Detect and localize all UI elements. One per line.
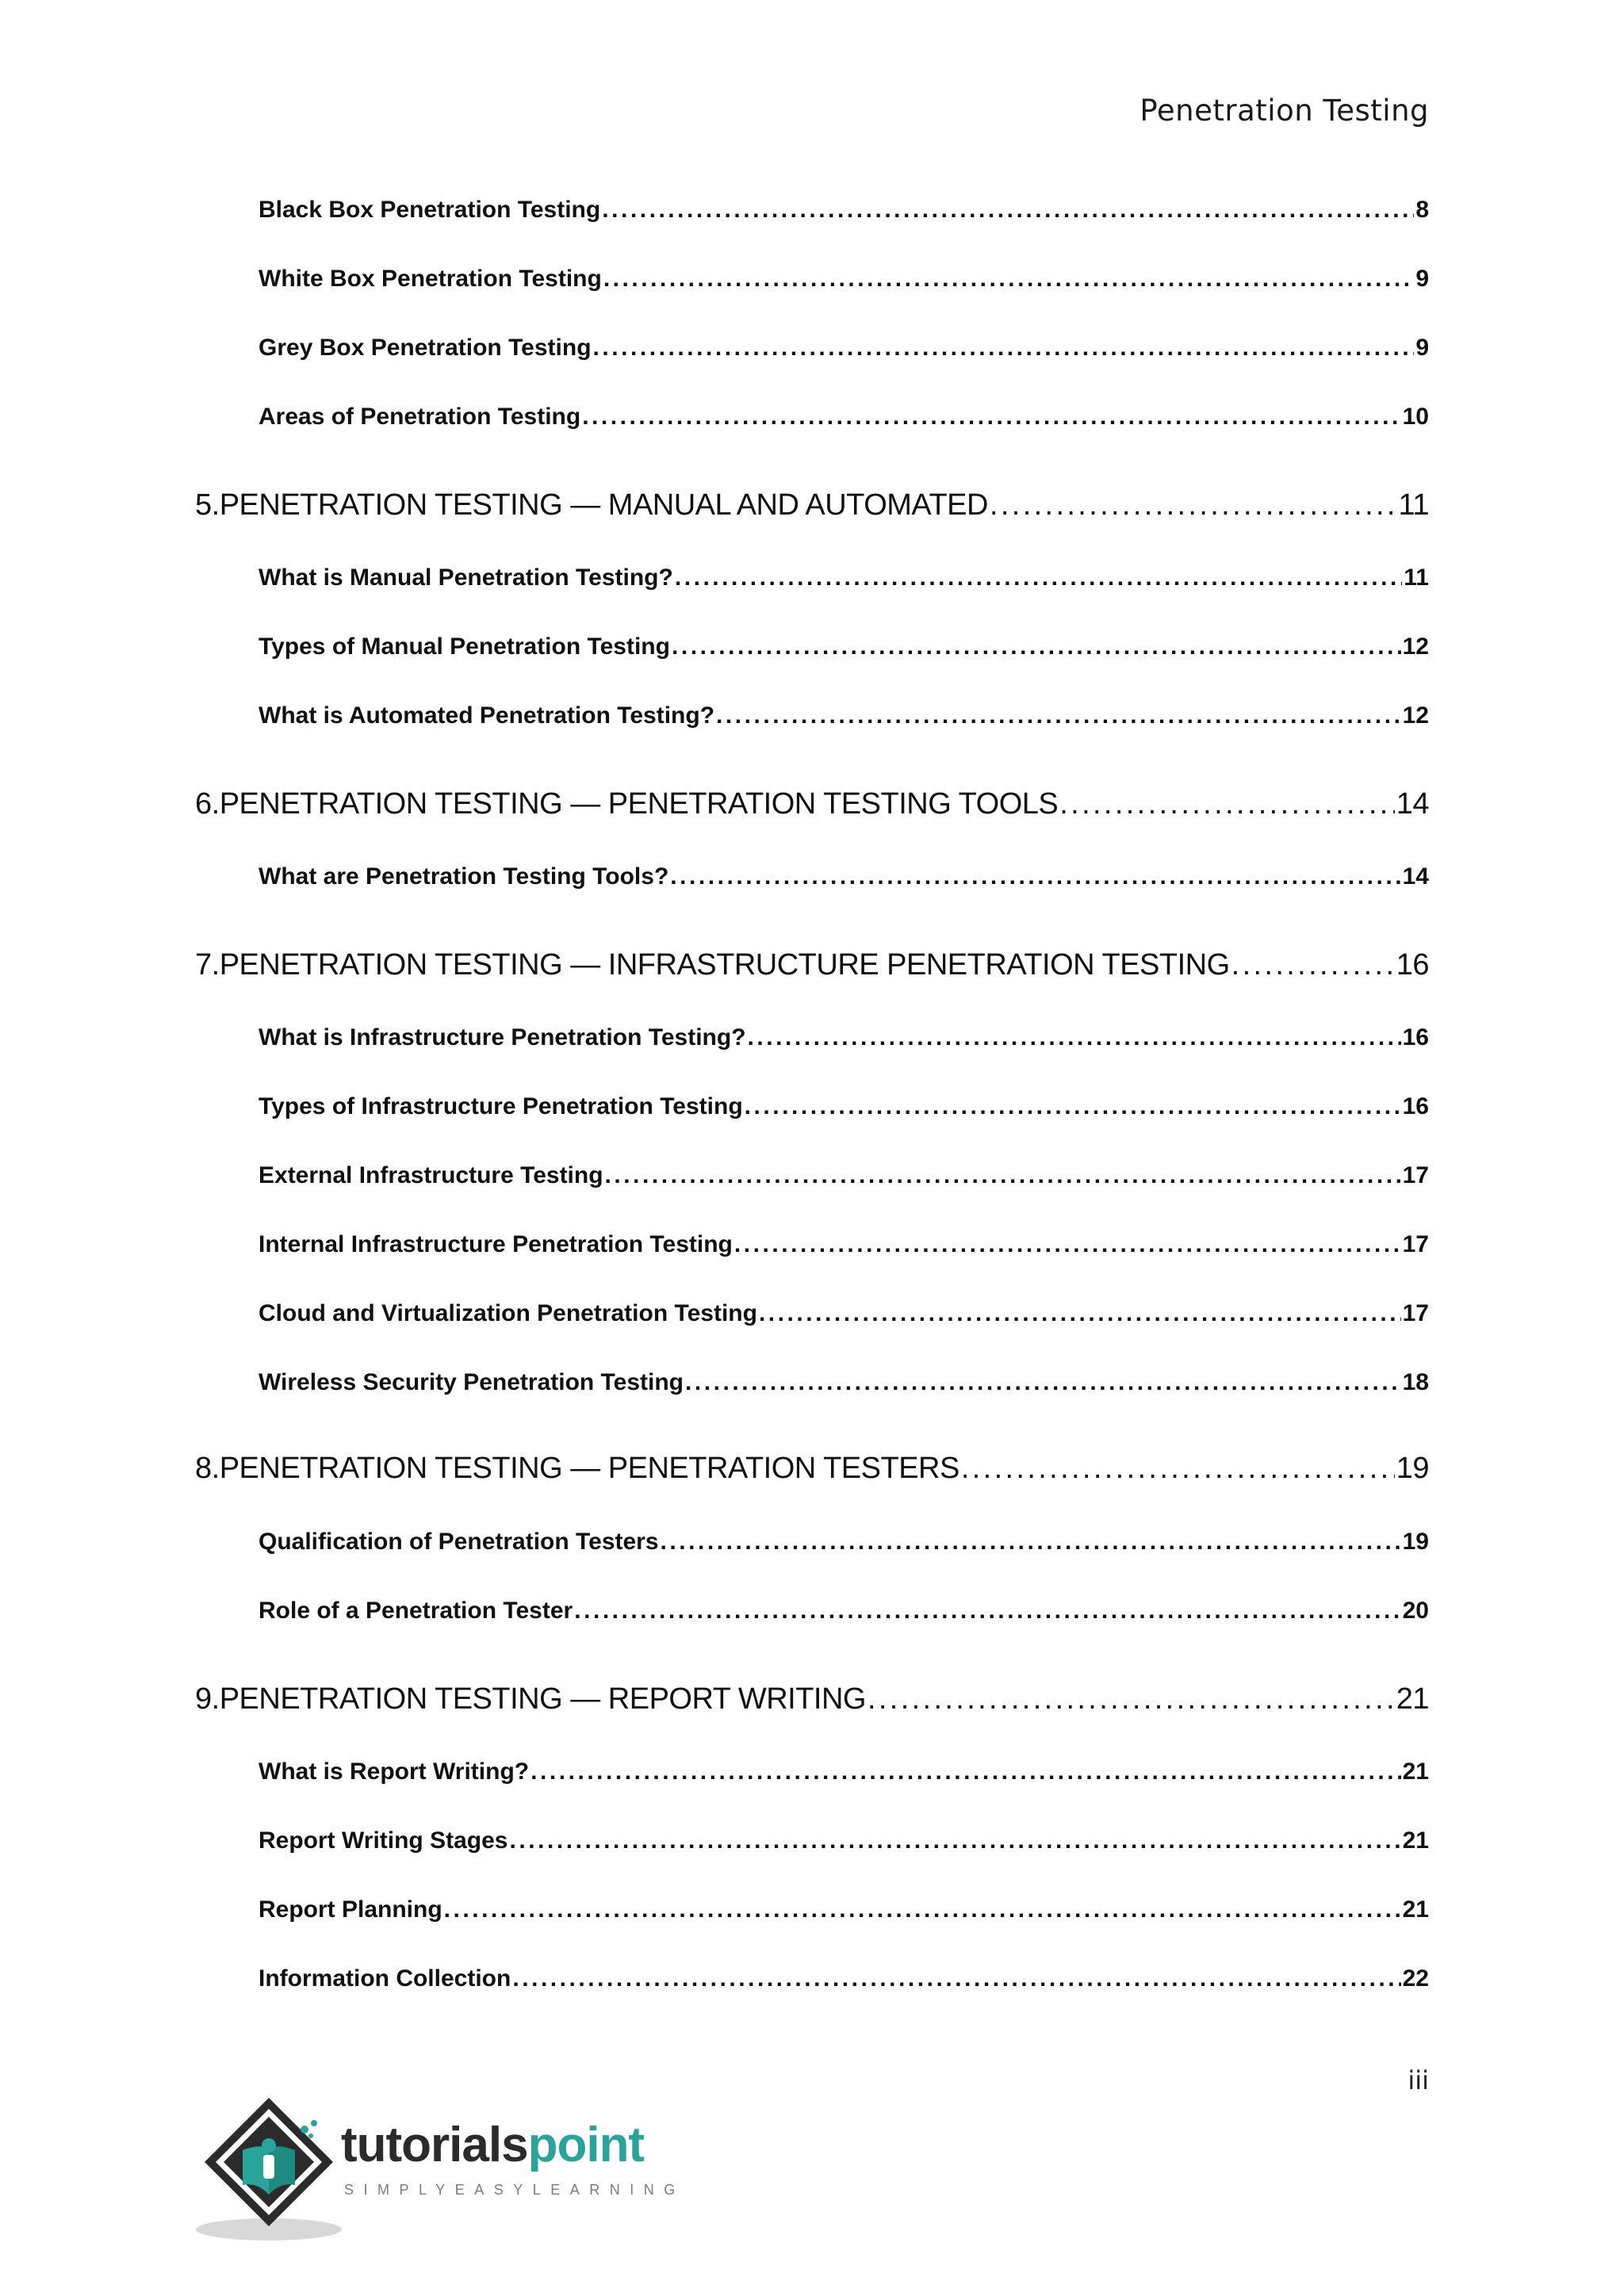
toc-chapter-title: PENETRATION TESTING — PENETRATION TESTING TOOLS [219,787,1059,821]
logo-wordmark-part1: tutorials [341,2118,528,2172]
toc-entry-page: 20 [1402,1598,1429,1624]
toc-entry[interactable] [259,1758,1429,1785]
toc-leader-dots [672,633,1401,660]
logo-wordmark [341,2117,644,2173]
toc-leader-dots [670,863,1400,890]
toc-leader-dots [509,1827,1400,1854]
toc-entry-page: 18 [1402,1369,1429,1395]
toc-chapter[interactable] [195,1682,1429,1716]
toc-chapter-title: PENETRATION TESTING — REPORT WRITING [219,1682,866,1716]
toc-entry[interactable] [259,1896,1429,1923]
toc-leader-dots [661,1529,1401,1556]
toc-leader-dots [1231,948,1395,982]
toc-entry-title: Role of a Penetration Tester [259,1598,573,1624]
toc-entry-title: Areas of Penetration Testing [259,404,581,430]
toc-entry[interactable] [259,1529,1429,1556]
toc-entry-title: White Box Penetration Testing [259,266,602,292]
toc-chapter-title: PENETRATION TESTING — INFRASTRUCTURE PENETRATION TESTING [219,948,1230,982]
toc-leader-dots [603,266,1415,293]
toc-leader-dots [745,1093,1401,1120]
toc-chapter-number: 6. [195,787,220,821]
toc-chapter-number: 8. [195,1452,220,1485]
toc-chapter-page: 16 [1396,948,1429,982]
toc-leader-dots [512,1965,1400,1992]
toc-entry-page: 8 [1415,197,1429,223]
toc-entry-page: 9 [1415,266,1429,292]
toc-entry-title: Types of Manual Penetration Testing [259,633,670,660]
toc-entry-page: 11 [1404,564,1429,591]
running-header: Penetration Testing [1139,94,1429,128]
toc-entry-page: 21 [1402,1827,1429,1854]
toc-entry[interactable] [259,335,1429,362]
toc-entry-page: 12 [1402,702,1429,729]
toc-entry[interactable] [259,1598,1429,1624]
toc-entry-page: 22 [1402,1965,1429,1992]
toc-entry[interactable] [259,702,1429,729]
toc-chapter-number: 5. [195,488,220,522]
toc-entry-title: Report Planning [259,1896,442,1923]
toc-entry-page: 21 [1402,1758,1429,1785]
toc-entry[interactable] [259,1024,1429,1051]
toc-chapter[interactable] [195,488,1429,522]
toc-entry[interactable] [259,863,1429,890]
toc-entry-title: External Infrastructure Testing [259,1162,603,1188]
toc-entry-title: Wireless Security Penetration Testing [259,1369,684,1395]
toc-chapter-page: 14 [1396,787,1429,821]
toc-entry-page: 9 [1415,335,1429,361]
toc-leader-dots [734,1231,1401,1258]
toc-entry[interactable] [259,1300,1429,1327]
toc-leader-dots [990,488,1397,522]
toc-entry-title: Types of Infrastructure Penetration Testing [259,1093,743,1119]
toc-chapter-title: PENETRATION TESTING — MANUAL AND AUTOMATED [219,488,988,522]
toc-entry-page: 17 [1402,1162,1429,1188]
toc-entry-page: 12 [1402,633,1429,660]
toc-entry[interactable] [259,197,1429,224]
toc-entry-page: 21 [1402,1896,1429,1923]
toc-entry[interactable] [259,633,1429,660]
toc-chapter[interactable] [195,1452,1429,1486]
page-number: iii [1408,2065,1429,2095]
toc-entry[interactable] [259,266,1429,293]
toc-entry-page: 19 [1402,1529,1429,1555]
toc-leader-dots [716,702,1401,729]
toc-leader-dots [868,1682,1395,1716]
toc-leader-dots [675,564,1402,591]
toc-leader-dots [444,1896,1401,1923]
toc-entry-title: Internal Infrastructure Penetration Testing [259,1231,733,1257]
logo-emblem-icon [193,2093,344,2244]
toc-leader-dots [582,404,1400,430]
toc-entry[interactable] [259,1369,1429,1396]
toc-entry[interactable] [259,1965,1429,1992]
toc-entry-title: Information Collection [259,1965,511,1992]
toc-entry-title: Qualification of Penetration Testers [259,1529,659,1555]
toc-chapter[interactable] [195,787,1429,821]
toc-leader-dots [593,335,1415,362]
toc-entry-page: 14 [1402,863,1429,890]
tutorialspoint-logo [193,2093,701,2244]
toc-entry-title: What is Manual Penetration Testing? [259,564,673,591]
toc-chapter-page: 11 [1398,488,1429,522]
toc-leader-dots [961,1452,1395,1486]
toc-entry[interactable] [259,1231,1429,1258]
toc-leader-dots [748,1024,1401,1051]
toc-chapter-page: 21 [1396,1682,1429,1716]
toc-entry-page: 16 [1402,1024,1429,1050]
toc-leader-dots [574,1598,1400,1624]
toc-entry-title: Black Box Penetration Testing [259,197,601,223]
toc-leader-dots [759,1300,1401,1327]
toc-chapter-title: PENETRATION TESTING — PENETRATION TESTERS [219,1452,959,1485]
toc-entry-page: 17 [1402,1231,1429,1257]
toc-entry[interactable] [259,1093,1429,1120]
toc-entry-title: What is Report Writing? [259,1758,530,1785]
toc-chapter-number: 9. [195,1682,220,1716]
toc-entry[interactable] [259,1162,1429,1189]
toc-entry-title: What are Penetration Testing Tools? [259,863,669,890]
toc-entry-page: 10 [1402,404,1429,430]
toc-entry-title: Report Writing Stages [259,1827,508,1854]
toc-chapter-page: 19 [1396,1452,1429,1485]
toc-leader-dots [530,1758,1401,1785]
toc-leader-dots [1059,787,1394,821]
toc-leader-dots [602,197,1414,224]
toc-entry-title: What is Infrastructure Penetration Testing? [259,1024,746,1050]
toc-chapter-number: 7. [195,948,220,982]
toc-entry[interactable] [259,564,1429,591]
logo-tagline: SIMPLYEASYLEARNING [344,2182,685,2198]
toc-entry-page: 16 [1402,1093,1429,1119]
toc-entry-title: Grey Box Penetration Testing [259,335,592,361]
toc-entry-title: Cloud and Virtualization Penetration Testing [259,1300,757,1326]
logo-wordmark-part2: point [527,2118,645,2172]
toc-chapter[interactable] [195,948,1429,982]
toc-entry[interactable] [259,404,1429,430]
toc-entry-title: What is Automated Penetration Testing? [259,702,715,729]
toc-leader-dots [685,1369,1401,1396]
toc-leader-dots [605,1162,1401,1189]
toc-entry[interactable] [259,1827,1429,1854]
toc-entry-page: 17 [1402,1300,1429,1326]
